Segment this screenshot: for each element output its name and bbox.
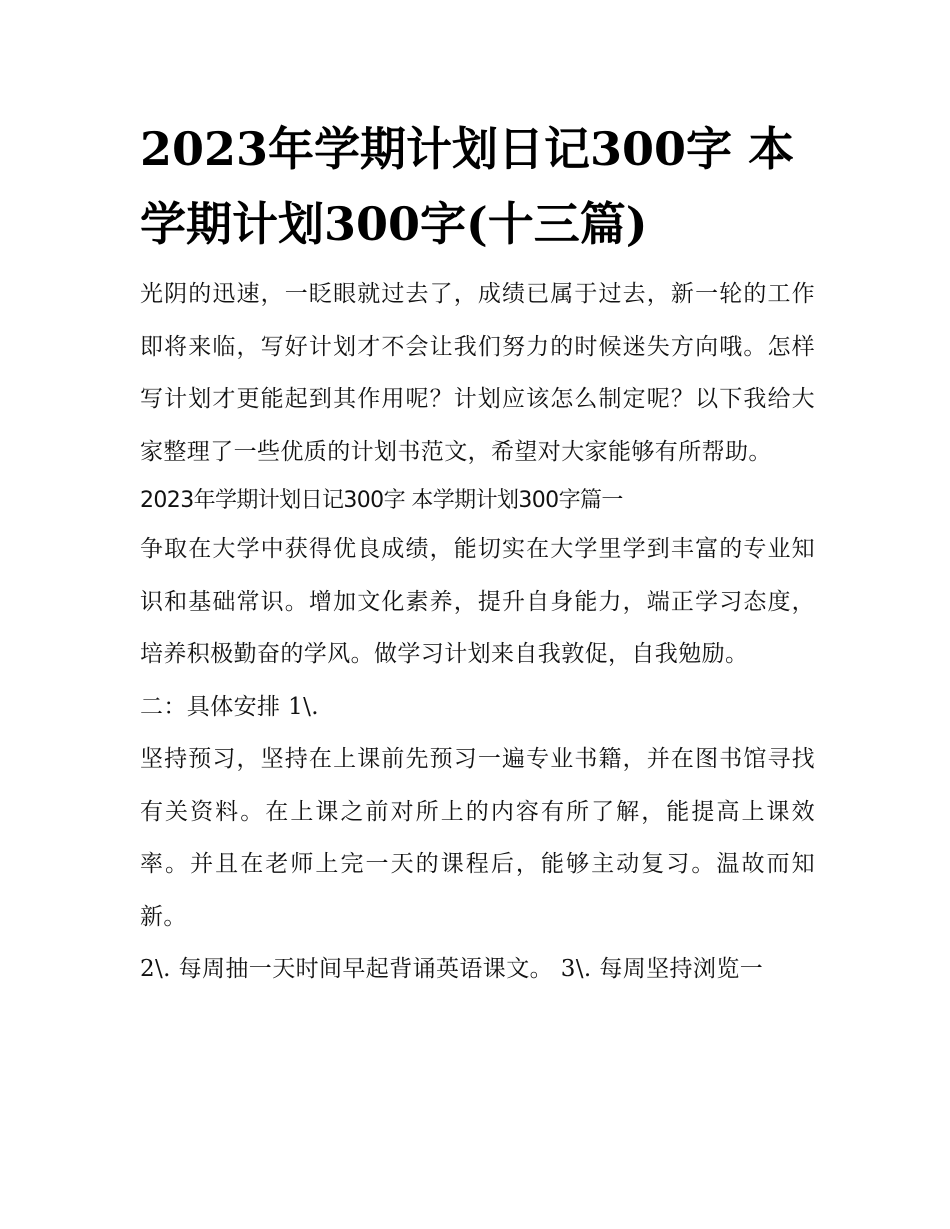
section-heading: 2023年学期计划日记300字 本学期计划300字篇一: [140, 488, 623, 513]
weekly-paragraph: 2\. 每周抽一天时间早起背诵英语课文。 3\. 每周坚持浏览一: [140, 956, 764, 982]
preview-paragraph: 坚持预习，坚持在上课前先预习一遍专业书籍，并在图书馆寻找有关资料。在上课之前对所上的内容有所了解，能提高上课效率。并且在老师上完一天的课程后，能够主动复习。温故而知新。: [140, 746, 815, 930]
goal-paragraph: 争取在大学中获得优良成绩，能切实在大学里学到丰富的专业知识和基础常识。增加文化素养，提升自身能力，端正学习态度，培养积极勤奋的学风。做学习计划来自我敦促，自我勉励。: [140, 536, 815, 667]
intro-paragraph: 光阴的迅速，一眨眼就过去了，成绩已属于过去，新一轮的工作即将来临，写好计划才不会让我们努力的时候迷失方向哦。怎样写计划才更能起到其作用呢？计划应该怎么制定呢？以下我给大家整理了一些优质的计划书范文，希望对大家能够有所帮助。: [140, 281, 815, 465]
document-title: 2023年学期计划日记300字 本学期计划300字(十三篇): [140, 122, 795, 251]
arrangement-heading: 二：具体安排 1\.: [140, 693, 320, 720]
title-block: [140, 112, 815, 262]
document-body: [140, 112, 815, 996]
